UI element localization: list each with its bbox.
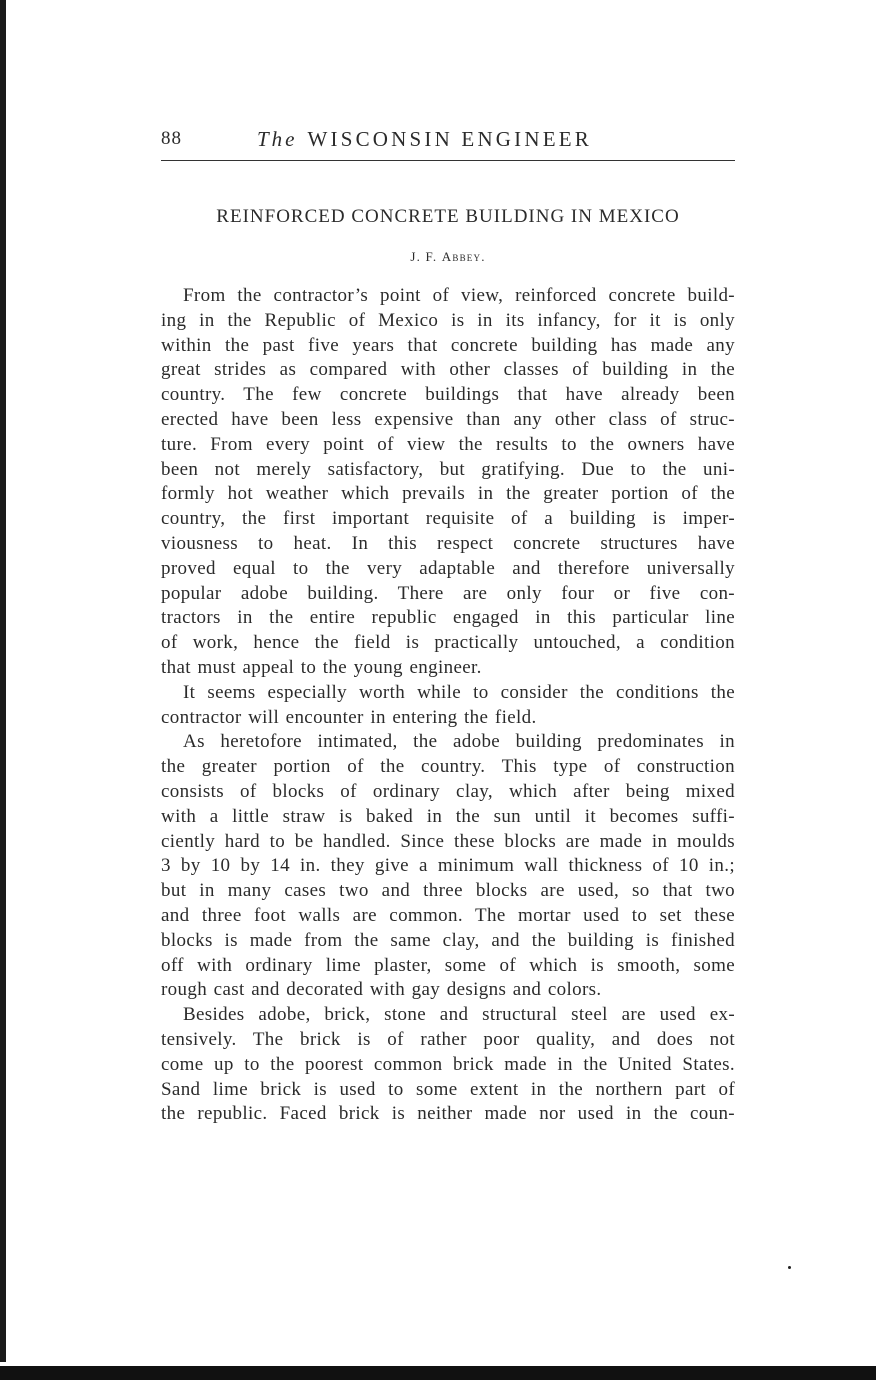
article-title: REINFORCED CONCRETE BUILDING IN MEXICO <box>216 206 680 227</box>
body-line: but in many cases two and three blocks are used, so that two <box>161 880 735 902</box>
body-line: come up to the poorest common brick made in the United States. <box>161 1053 735 1075</box>
body-line: tensively. The brick is of rather poor quality, and does not <box>161 1028 735 1050</box>
body-line: proved equal to the very adaptable and therefore universally <box>161 557 735 579</box>
body-line: contractor will encounter in entering the field. <box>161 706 537 728</box>
body-line: popular adobe building. There are only four or five con- <box>161 582 735 604</box>
body-line: tractors in the entire republic engaged in this particular line <box>161 607 735 629</box>
scan-bottom-edge <box>0 1366 876 1380</box>
body-line: erected have been less expensive than any other class of struc- <box>161 408 735 430</box>
journal-prefix: The <box>257 127 298 151</box>
body-line: off with ordinary lime plaster, some of which is smooth, some <box>161 954 735 976</box>
scan-left-edge <box>0 0 6 1362</box>
body-line: great strides as compared with other classes of building in the <box>161 359 735 381</box>
body-line: ciently hard to be handled. Since these blocks are made in moulds <box>161 830 735 852</box>
article-body <box>161 284 735 1127</box>
body-line: been not merely satisfactory, but gratifying. Due to the uni- <box>161 458 735 480</box>
journal-name: WISCONSIN ENGINEER <box>307 127 592 151</box>
header-rule <box>161 160 735 161</box>
body-line: within the past five years that concrete building has made any <box>161 334 735 356</box>
running-head <box>161 128 735 158</box>
body-line: the greater portion of the country. This type of construction <box>161 756 735 778</box>
body-line: blocks is made from the same clay, and the building is finished <box>161 929 735 951</box>
body-line: As heretofore intimated, the adobe building predominates in <box>183 731 735 753</box>
body-line: It seems especially worth while to consider the conditions the <box>183 681 735 703</box>
body-line: country. The few concrete buildings that have already been <box>161 384 735 406</box>
body-line: ing in the Republic of Mexico is in its infancy, for it is only <box>161 309 735 331</box>
body-line: Sand lime brick is used to some extent in the northern part of <box>161 1078 735 1100</box>
body-line: ture. From every point of view the results to the owners have <box>161 433 735 455</box>
scan-speck <box>788 1266 791 1269</box>
body-line: and three foot walls are common. The mortar used to set these <box>161 904 735 926</box>
journal-title <box>257 127 592 152</box>
body-line: rough cast and decorated with gay designs and colors. <box>161 979 602 1001</box>
body-line: of work, hence the field is practically untouched, a condition <box>161 632 735 654</box>
author-byline <box>161 249 735 265</box>
body-line: viousness to heat. In this respect concrete structures have <box>161 532 735 554</box>
body-line: the republic. Faced brick is neither made nor used in the coun- <box>161 1103 735 1125</box>
body-line: with a little straw is baked in the sun until it becomes suffi- <box>161 805 735 827</box>
body-line: From the contractor’s point of view, reinforced concrete build- <box>183 285 735 306</box>
author-surname: Abbey. <box>441 249 486 264</box>
author-initials: J. F. <box>410 249 438 264</box>
body-line: country, the first important requisite of a building is imper- <box>161 508 735 530</box>
body-line: formly hot weather which prevails in the greater portion of the <box>161 483 735 505</box>
body-line: Besides adobe, brick, stone and structural steel are used ex- <box>183 1004 735 1026</box>
page-number: 88 <box>161 128 182 149</box>
body-line: that must appeal to the young engineer. <box>161 656 482 678</box>
body-line: consists of blocks of ordinary clay, which after being mixed <box>161 780 735 802</box>
body-line: 3 by 10 by 14 in. they give a minimum wall thickness of 10 in.; <box>161 855 735 877</box>
